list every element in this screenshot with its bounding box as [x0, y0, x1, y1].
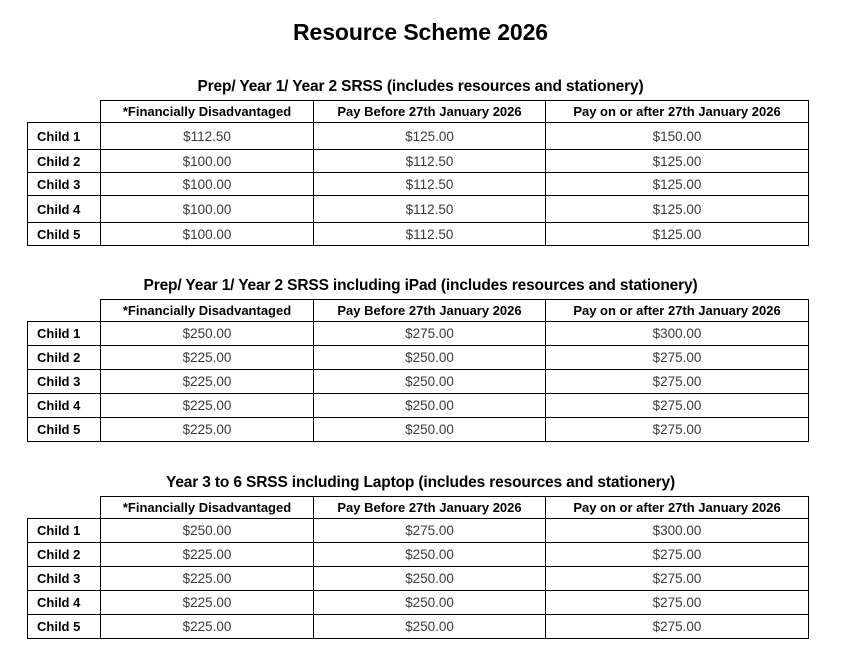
table-header-row: [28, 101, 809, 123]
fee-section-year3-to-6-laptop: [0, 474, 841, 639]
cell-pay-on-or-after: $300.00: [546, 518, 809, 542]
cell-pay-before: $250.00: [314, 542, 546, 566]
table-row: [28, 417, 809, 441]
cell-financially-disadvantaged: $100.00: [101, 223, 314, 246]
cell-pay-before: $112.50: [314, 150, 546, 173]
cell-financially-disadvantaged: $100.00: [101, 196, 314, 223]
cell-pay-on-or-after: $125.00: [546, 196, 809, 223]
cell-pay-on-or-after: $275.00: [546, 393, 809, 417]
row-label: Child 5: [28, 223, 101, 246]
cell-pay-before: $250.00: [314, 590, 546, 614]
cell-financially-disadvantaged: $225.00: [101, 369, 314, 393]
page-title: Resource Scheme 2026: [293, 19, 548, 45]
cell-pay-before: $250.00: [314, 345, 546, 369]
fee-table: [27, 496, 809, 639]
table-row: [28, 173, 809, 196]
row-label: Child 1: [28, 321, 101, 345]
column-header-pay-before: Pay Before 27th January 2026: [314, 299, 546, 321]
row-label: Child 2: [28, 345, 101, 369]
cell-pay-before: $275.00: [314, 321, 546, 345]
cell-financially-disadvantaged: $225.00: [101, 566, 314, 590]
row-label: Child 2: [28, 542, 101, 566]
column-header-pay-on-or-after: Pay on or after 27th January 2026: [546, 496, 809, 518]
cell-pay-on-or-after: $275.00: [546, 614, 809, 638]
cell-pay-before: $275.00: [314, 518, 546, 542]
cell-pay-on-or-after: $125.00: [546, 150, 809, 173]
column-header-blank: [28, 101, 101, 123]
column-header-financially-disadvantaged: *Financially Disadvantaged: [101, 496, 314, 518]
cell-financially-disadvantaged: $225.00: [101, 590, 314, 614]
cell-pay-on-or-after: $300.00: [546, 321, 809, 345]
section-title: Year 3 to 6 SRSS including Laptop (includes resources and stationery): [165, 473, 676, 491]
column-header-financially-disadvantaged: *Financially Disadvantaged: [101, 299, 314, 321]
cell-pay-before: $112.50: [314, 173, 546, 196]
cell-pay-on-or-after: $125.00: [546, 223, 809, 246]
table-row: [28, 223, 809, 246]
table-row: [28, 369, 809, 393]
cell-pay-before: $250.00: [314, 369, 546, 393]
row-label: Child 3: [28, 173, 101, 196]
table-row: [28, 566, 809, 590]
table-row: [28, 345, 809, 369]
column-header-pay-before: Pay Before 27th January 2026: [314, 101, 546, 123]
table-header-row: [28, 496, 809, 518]
row-label: Child 3: [28, 566, 101, 590]
cell-pay-on-or-after: $125.00: [546, 173, 809, 196]
table-row: [28, 196, 809, 223]
row-label: Child 5: [28, 614, 101, 638]
fee-table: [27, 299, 809, 442]
fee-table: [27, 100, 809, 246]
cell-pay-on-or-after: $275.00: [546, 417, 809, 441]
column-header-blank: [28, 299, 101, 321]
table-row: [28, 393, 809, 417]
cell-financially-disadvantaged: $100.00: [101, 150, 314, 173]
row-label: Child 1: [28, 518, 101, 542]
cell-pay-before: $250.00: [314, 393, 546, 417]
table-row: [28, 150, 809, 173]
cell-financially-disadvantaged: $225.00: [101, 345, 314, 369]
column-header-financially-disadvantaged: *Financially Disadvantaged: [101, 101, 314, 123]
row-label: Child 1: [28, 123, 101, 150]
cell-pay-before: $250.00: [314, 614, 546, 638]
column-header-pay-on-or-after: Pay on or after 27th January 2026: [546, 101, 809, 123]
table-row: [28, 590, 809, 614]
row-label: Child 3: [28, 369, 101, 393]
cell-financially-disadvantaged: $225.00: [101, 417, 314, 441]
column-header-blank: [28, 496, 101, 518]
cell-financially-disadvantaged: $112.50: [101, 123, 314, 150]
column-header-pay-on-or-after: Pay on or after 27th January 2026: [546, 299, 809, 321]
table-row: [28, 321, 809, 345]
cell-pay-before: $250.00: [314, 417, 546, 441]
fee-section-prep-year1-year2-ipad: [0, 277, 841, 442]
cell-pay-on-or-after: $275.00: [546, 369, 809, 393]
fee-section-prep-year1-year2: [0, 78, 841, 246]
cell-pay-before: $250.00: [314, 566, 546, 590]
cell-pay-on-or-after: $275.00: [546, 345, 809, 369]
row-label: Child 2: [28, 150, 101, 173]
cell-financially-disadvantaged: $225.00: [101, 542, 314, 566]
cell-pay-on-or-after: $275.00: [546, 590, 809, 614]
cell-pay-before: $112.50: [314, 223, 546, 246]
row-label: Child 4: [28, 393, 101, 417]
section-title: Prep/ Year 1/ Year 2 SRSS including iPad (includes resources and stationery): [143, 277, 698, 295]
cell-pay-on-or-after: $275.00: [546, 542, 809, 566]
table-header-row: [28, 299, 809, 321]
cell-financially-disadvantaged: $250.00: [101, 321, 314, 345]
section-title: Prep/ Year 1/ Year 2 SRSS (includes resources and stationery): [197, 78, 644, 96]
row-label: Child 4: [28, 196, 101, 223]
row-label: Child 5: [28, 417, 101, 441]
cell-financially-disadvantaged: $250.00: [101, 518, 314, 542]
cell-pay-on-or-after: $150.00: [546, 123, 809, 150]
column-header-pay-before: Pay Before 27th January 2026: [314, 496, 546, 518]
table-row: [28, 518, 809, 542]
cell-financially-disadvantaged: $100.00: [101, 173, 314, 196]
row-label: Child 4: [28, 590, 101, 614]
cell-financially-disadvantaged: $225.00: [101, 393, 314, 417]
cell-pay-on-or-after: $275.00: [546, 566, 809, 590]
cell-pay-before: $112.50: [314, 196, 546, 223]
cell-pay-before: $125.00: [314, 123, 546, 150]
cell-financially-disadvantaged: $225.00: [101, 614, 314, 638]
table-row: [28, 123, 809, 150]
table-row: [28, 542, 809, 566]
table-row: [28, 614, 809, 638]
